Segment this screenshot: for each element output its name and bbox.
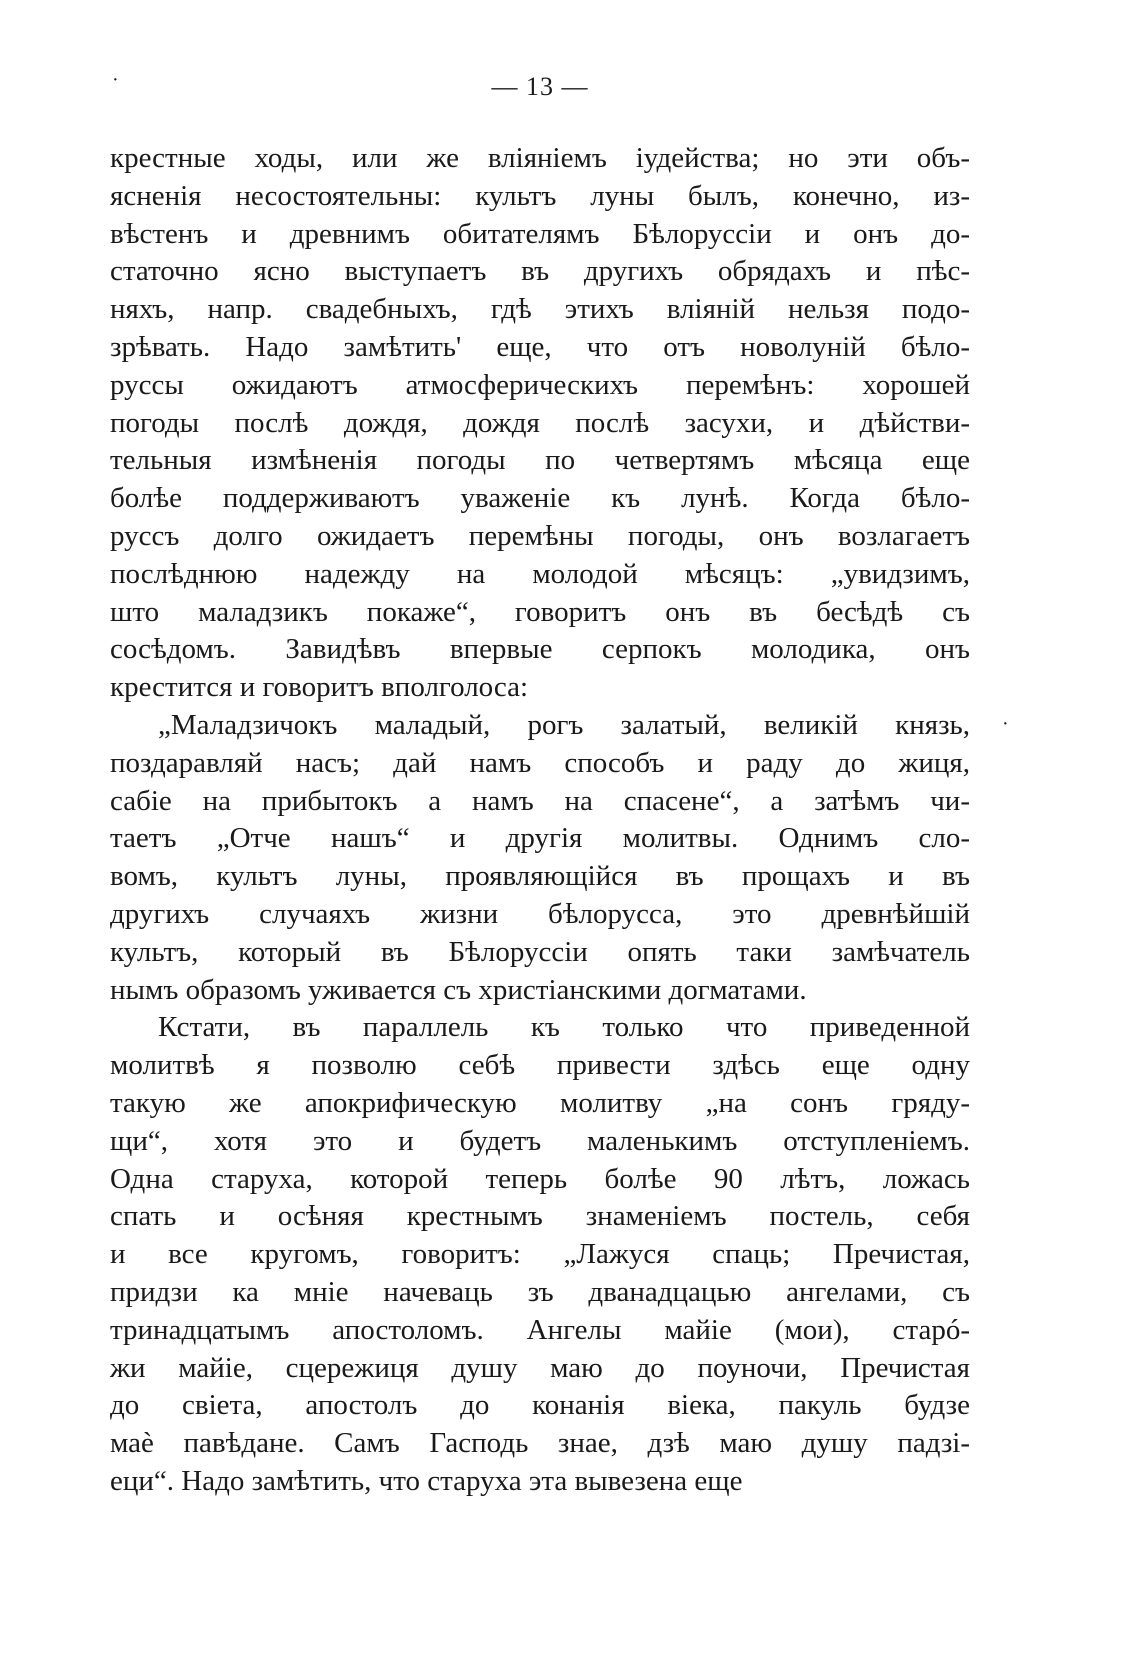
text-line: няхъ, напр. свадебныхъ, гдѣ этихъ вліяній нельзя подо-: [110, 293, 970, 326]
text-line: ясненія несостоятельны: культъ луны былъ, конечно, из-: [110, 179, 970, 212]
text-line: до свіета, апостолъ до конанія віека, пакуль будзе: [110, 1389, 970, 1422]
text-line: што маладзикъ покаже“, говоритъ онъ въ бесѣдѣ съ: [110, 595, 970, 628]
stray-dot-right-margin: ·: [1002, 713, 1009, 735]
text-line: другихъ случаяхъ жизни бѣлорусса, это древнѣйшій: [110, 897, 970, 930]
stray-dot-top-left: ·: [112, 69, 119, 91]
text-line: Одна старуха, которой теперь болѣе 90 лѣтъ, ложась: [110, 1162, 970, 1195]
text-line: и все кругомъ, говоритъ: „Лажуся спаць; Пречистая,: [110, 1238, 970, 1271]
text-line: придзи ка мніе начеваць зъ дванадцацью ангелами, съ: [110, 1275, 970, 1308]
text-line: болѣе поддерживаютъ уваженіе къ лунѣ. Когда бѣло-: [110, 482, 970, 515]
text-line: вѣстенъ и древнимъ обитателямъ Бѣлоруссіи и онъ до-: [110, 217, 970, 250]
text-line: нымъ образомъ уживается съ христіанскими догматами.: [110, 973, 807, 1006]
text-line: погоды послѣ дождя, дождя послѣ засухи, и дѣйстви-: [110, 406, 970, 439]
text-line: руссы ожидаютъ атмосферическихъ перемѣнъ: хорошей: [110, 368, 970, 401]
text-line: сабіе на прибытокъ а намъ на спасене“, а затѣмъ чи-: [110, 784, 970, 817]
paragraph: [110, 707, 970, 1009]
text-line: руссъ долго ожидаетъ перемѣны погоды, онъ возлагаетъ: [110, 519, 970, 552]
paragraph: [110, 140, 970, 707]
text-line: еци“. Надо замѣтить, что старуха эта вывезена еще: [110, 1464, 743, 1497]
text-line: такую же апокрифическую молитву „на сонъ гряду-: [110, 1086, 970, 1119]
paragraph: [110, 1009, 970, 1500]
text-line: тельныя измѣненія погоды по четвертямъ мѣсяца еще: [110, 444, 970, 477]
text-line: статочно ясно выступаетъ въ другихъ обрядахъ и пѣс-: [110, 255, 970, 288]
page-number: — 13 —: [491, 72, 589, 101]
text-line: поздаравляй насъ; дай намъ способъ и раду до жиця,: [110, 746, 970, 779]
text-line: жи майіе, сцережиця душу маю до поуночи, Пречистая: [110, 1351, 970, 1384]
body-text: [110, 140, 970, 1501]
text-line: крестится и говоритъ вполголоса:: [110, 671, 529, 704]
text-line: вомъ, культъ луны, проявляющійся въ прощахъ и въ: [110, 860, 970, 893]
text-line: сосѣдомъ. Завидѣвъ впервые серпокъ молодика, онъ: [110, 633, 970, 666]
text-line: послѣднюю надежду на молодой мѣсяцъ: „увидзимъ,: [110, 557, 970, 590]
text-line: маѐ павѣдане. Самъ Гасподь знае, дзѣ маю душу падзі-: [110, 1427, 970, 1460]
text-line: „Маладзичокъ маладый, рогъ залатый, великій князь,: [158, 708, 970, 741]
text-line: культъ, который въ Бѣлоруссіи опять таки замѣчатель: [110, 935, 970, 968]
text-line: крестные ходы, или же вліяніемъ іудейства; но эти объ-: [110, 142, 970, 174]
text-line: зрѣвать. Надо замѣтить' еще, что отъ новолуній бѣло-: [110, 330, 970, 363]
text-line: молитвѣ я позволю себѣ привести здѣсь еще одну: [110, 1049, 970, 1082]
text-line: тринадцатымъ апостоломъ. Ангелы майіе (мои), старó-: [110, 1313, 970, 1346]
text-line: спать и осѣняя крестнымъ знаменіемъ постель, себя: [110, 1200, 970, 1233]
text-line: Кстати, въ параллель къ только что приведенной: [158, 1011, 970, 1044]
text-line: щи“, хотя это и будетъ маленькимъ отступленіемъ.: [110, 1124, 970, 1157]
text-line: таетъ „Отче нашъ“ и другія молитвы. Однимъ сло-: [110, 822, 970, 855]
